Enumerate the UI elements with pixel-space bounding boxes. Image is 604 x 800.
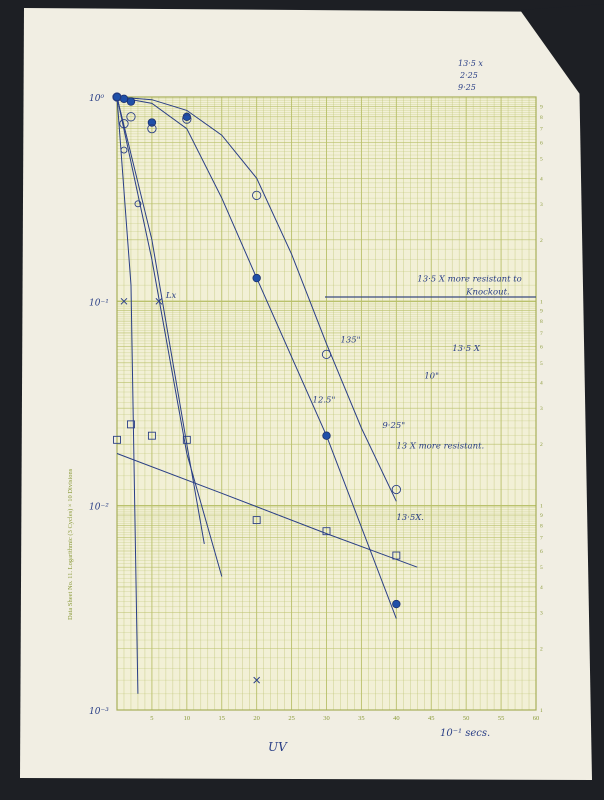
right-log-numeral: 8: [540, 523, 543, 530]
y-decade-label: 10⁻²: [89, 502, 109, 513]
right-log-numeral: 5: [540, 156, 543, 163]
x-tick-label: 35: [358, 715, 365, 722]
right-log-numeral: 1: [540, 503, 543, 510]
annotation-text: 13·5 X: [452, 344, 480, 355]
right-log-numeral: 2: [540, 442, 543, 449]
right-log-numeral: 1: [540, 299, 543, 306]
right-log-numeral: 3: [540, 610, 543, 617]
right-log-numeral: 6: [540, 344, 543, 351]
data-point-filled: [393, 600, 401, 608]
top-note-line-2: 2·25: [460, 71, 478, 80]
annotation-text: 13 X more resistant.: [396, 441, 485, 452]
right-log-numeral: 1: [540, 708, 543, 714]
annotation-text: 13·5 X more resistant to: [417, 274, 522, 285]
right-log-numeral: 8: [540, 319, 543, 326]
right-log-numeral: 9: [540, 104, 543, 111]
right-log-numeral: 7: [540, 126, 543, 133]
right-log-numeral: 9: [540, 513, 543, 520]
x-tick-label: 45: [428, 715, 435, 722]
right-log-numeral: 2: [540, 646, 543, 653]
data-point-filled: [127, 98, 135, 106]
bottom-label-uv: UV: [268, 740, 287, 754]
x-tick-label: 15: [218, 715, 225, 722]
x-tick-label: 50: [462, 715, 470, 722]
annotation-text: 12.5": [312, 395, 336, 406]
x-tick-label: 10: [183, 715, 191, 722]
x-tick-label: 60: [532, 715, 540, 722]
x-tick-label: 5: [150, 715, 154, 722]
right-log-numeral: 6: [540, 140, 543, 147]
top-note-line-1: 13·5 x: [458, 59, 483, 68]
data-point-filled: [253, 274, 261, 282]
right-log-numeral: 7: [540, 330, 543, 337]
right-log-numeral: 4: [540, 176, 543, 183]
x-tick-label: 40: [393, 715, 400, 722]
y-decade-label: 10⁻³: [89, 707, 109, 717]
right-log-numeral: 9: [540, 308, 543, 315]
right-log-numeral: 4: [540, 380, 543, 387]
x-tick-label: 25: [288, 715, 295, 722]
data-point-filled: [183, 113, 191, 121]
right-log-numeral: 2: [540, 237, 543, 244]
side-caption: Data Sheet No. 11. Logarithmic (3 Cycles) × 10 Divisions: [67, 468, 74, 620]
x-tick-label: 30: [323, 715, 330, 722]
data-point-filled: [323, 432, 331, 440]
y-decade-label: 10⁻¹: [89, 298, 109, 309]
right-log-numeral: 4: [540, 584, 543, 591]
right-log-numeral: 7: [540, 535, 543, 542]
x-tick-label: 55: [497, 715, 505, 722]
right-log-numeral: 3: [540, 201, 543, 208]
annotation-text: 9·25": [382, 420, 406, 431]
annotation-text: 13·5X.: [396, 513, 425, 524]
top-note-line-3: 9·25: [458, 83, 476, 92]
x-unit-label: 10⁻¹ secs.: [440, 728, 491, 739]
y-decade-label: 10⁰: [89, 94, 105, 104]
right-log-numeral: 3: [540, 406, 543, 413]
right-log-numeral: 8: [540, 114, 543, 121]
annotation-text: 135": [340, 335, 361, 346]
right-log-numeral: 5: [540, 565, 543, 572]
annotation-text: 10": [424, 371, 440, 382]
x-tick-label: 20: [253, 715, 260, 722]
annotation-text: Lx: [165, 290, 177, 301]
right-log-numeral: 5: [540, 360, 543, 367]
right-log-numeral: 6: [540, 548, 543, 555]
annotation-text: Knockout.: [466, 287, 510, 298]
